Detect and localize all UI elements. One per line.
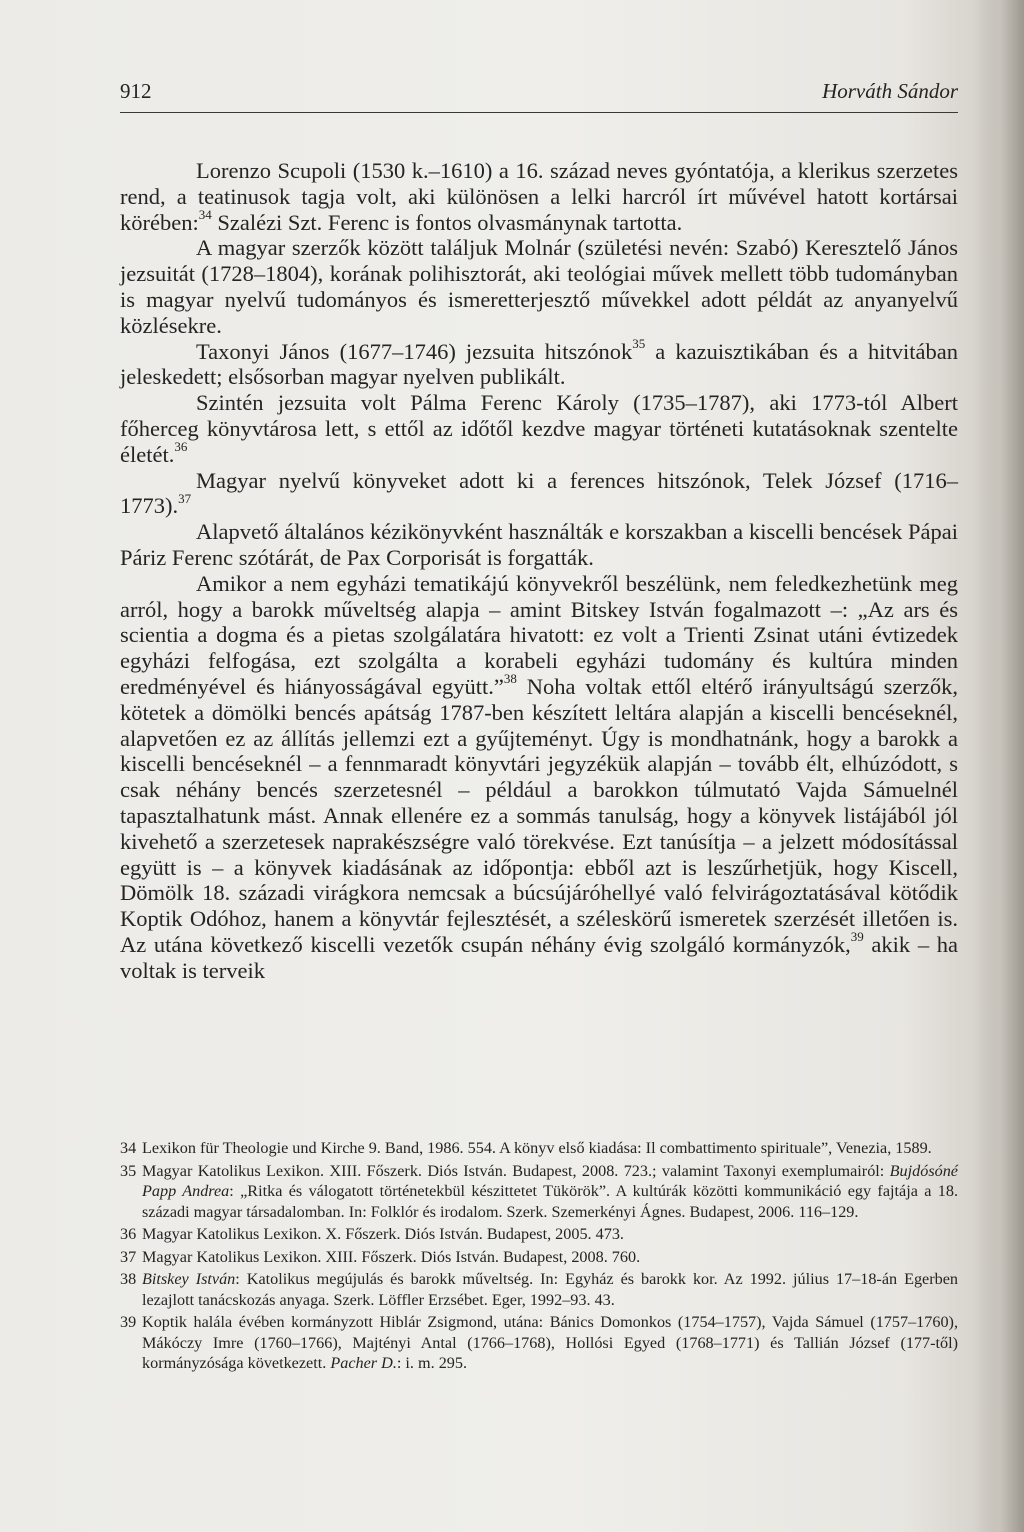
page-header (120, 78, 958, 113)
paragraph (120, 158, 958, 235)
text-run: Lexikon für Theologie und Kirche 9. Band, 1986. 554. A könyv első kiadása: Il combattimento spirituale”, Venezia, 1589. (142, 1139, 932, 1157)
footnote (120, 1312, 958, 1374)
main-text (120, 158, 958, 984)
footnote (120, 1161, 958, 1223)
text-run: : i. m. 295. (396, 1354, 468, 1372)
footnote-ref: 34 (198, 207, 212, 223)
text-run: Taxonyi János (1677–1746) jezsuita hitszónok (196, 338, 633, 364)
running-head-author: Horváth Sándor (822, 79, 958, 103)
footnote (120, 1224, 958, 1245)
footnote (120, 1269, 958, 1310)
footnote-number: 34 (120, 1139, 137, 1157)
footnote-ref: 38 (503, 671, 517, 687)
text-run: Szalézi Szt. Ferenc is fontos olvasmánynak tartotta. (211, 209, 683, 235)
footnotes (120, 1138, 958, 1376)
footnote-ref: 39 (850, 929, 864, 945)
text-run: Magyar Katolikus Lexikon. X. Főszerk. Diós István. Budapest, 2005. 473. (142, 1225, 624, 1243)
text-run: Magyar Katolikus Lexikon. XIII. Főszerk. Diós István. Budapest, 2008. 760. (142, 1247, 641, 1266)
text-run: Amikor a nem egyházi tematikájú könyvekről beszélünk, nem feledkezhetünk meg arról, hogy a barokk műveltség alapja – amint Bitskey István fogalmazott –: „Az ars és scientia a dogma és a pietas szolgálatára hivatott: ez volt a Trienti Zsinat utáni évtizedek egyházi felfogása, ezt szolgálta a korabeli egyházi tudomány és kultúra minden eredményével és hiányosságával együtt.” (120, 570, 958, 699)
author-name-italic: Bujdósóné Papp Andrea (142, 1161, 958, 1200)
text-run: Magyar nyelvű könyveket adott ki a ferences hitszónok, Telek József (1716–1773). (120, 467, 958, 519)
text-run: Magyar Katolikus Lexikon. XIII. Főszerk. Diós István. Budapest, 2008. 723.; valamint Taxonyi exemplumairól: (142, 1161, 890, 1180)
paragraph (120, 336, 959, 391)
paragraph (120, 468, 958, 520)
text-run: Lorenzo Scupoli (1530 k.–1610) a 16. század neves gyóntatója, a klerikus szerzetes rend, a teatinusok tagja volt, aki különösen a lelki harcról írt művével hatott kortársai körében: (120, 158, 958, 235)
footnote-number: 37 (120, 1247, 137, 1266)
text-run: Noha voltak ettől eltérő irányultságú szerzők, kötetek a dömölki bencés apátság 1787-ben készített leltára alapján a kiscelli bencéseknél, alapvetően ez az állítás jellemzi ezt a gyűjteményt. Úgy is mondhatnánk, hogy a barokk a kiscelli bencéseknél – a fennmaradt könyvtári jegyzékük alapján – tovább élt, elhúzódott, s csak néhány bencés szerzetesnél – például a barokkon túlmutató Vajda Sámuelnél tapasztalhatunk mást. Annak ellenére ez a sommás tanulság, hogy a könyvek listájából jól kivehető a szerzetesek naprakészségre való törekvése. Ezt tanúsítja – a jelzett módosítással együtt is – a könyvek kiadásának az időpontja: ebből azt is leszűrhetjük, hogy Kiscell, Dömölk 18. századi virágkora nemcsak a búcsújáróhellyé való felvirágoztatásával kötődik Koptik Odóhoz, hanem a könyvtár fejlesztését, a széleskörű ismeretek szerzését illetően is. Az utána következő kiscelli vezetők csupán néhány évig szolgáló kormányzók, (120, 673, 958, 957)
text-run: Szintén jezsuita volt Pálma Ferenc Károly (1735–1787), aki 1773-tól Albert főherceg könyvtárosa lett, s ettől az időtől kezdve magyar történeti kutatásoknak szentelte életét. (120, 390, 958, 467)
text-run: : „Ritka és válogatott történetekbül készittetet Tükörök”. A kultúrák közötti kommunikáció egy fajtája a 18. századi magyar társadalomban. In: Folklór és irodalom. Szerk. Szemerkényi Ágnes. Budapest, 2006. 116–129. (142, 1182, 958, 1221)
author-name-italic: Pacher D. (330, 1354, 397, 1372)
footnote-number: 39 (120, 1313, 137, 1331)
footnote-number: 35 (120, 1161, 137, 1180)
footnote-ref: 36 (174, 439, 188, 455)
page-number: 912 (120, 79, 152, 103)
text-run: akik – ha voltak is terveik (120, 931, 958, 983)
page-gutter-shadow (976, 0, 1024, 1532)
footnote-number: 38 (120, 1270, 137, 1288)
footnote (120, 1138, 958, 1159)
text-run: A magyar szerzők között találjuk Molnár (születési nevén: Szabó) Keresztelő János jezsuitát (1728–1804), korának polihisztorát, aki teológiai művek mellett több tudományban is magyar nyelvű tudományos és ismeretterjesztő művekkel adott példát az anyanyelvű közlésekre. (120, 235, 958, 338)
text-run: Alapvető általános kézikönyvként használták e korszakban a kiscelli bencések Pápai Páriz Ferenc szótárát, de Pax Corporisát is forgatták. (120, 519, 958, 570)
text-run: : Katolikus megújulás és barokk műveltség. In: Egyház és barokk kor. Az 1992. július 17–18-án Egerben lezajlott tanácskozás anyaga. Szerk. Löffler Erzsébet. Eger, 1992–93. 43. (142, 1270, 959, 1309)
paragraph (120, 519, 958, 571)
text-run: a kazuisztikában és a hitvitában jeleskedett; elsősorban magyar nyelven publikált. (120, 338, 959, 390)
footnote-ref: 35 (632, 336, 646, 352)
author-name-italic: Bitskey István (142, 1270, 236, 1288)
footnote-ref: 37 (178, 490, 192, 506)
footnote-number: 36 (120, 1225, 137, 1243)
paragraph (120, 235, 958, 338)
footnote (120, 1247, 958, 1268)
paragraph (120, 571, 958, 984)
paragraph (120, 390, 958, 467)
text-run: Koptik halála évében kormányzott Hiblár Zsigmond, utána: Bánics Domonkos (1754–1757), Vajda Sámuel (1757–1760), Mákóczy Imre (1760–1766), Majtényi Antal (1766–1768), Hollósi Egyed (1768–1771) és Tallián József (177-től) kormányzósága következett. (142, 1313, 958, 1372)
